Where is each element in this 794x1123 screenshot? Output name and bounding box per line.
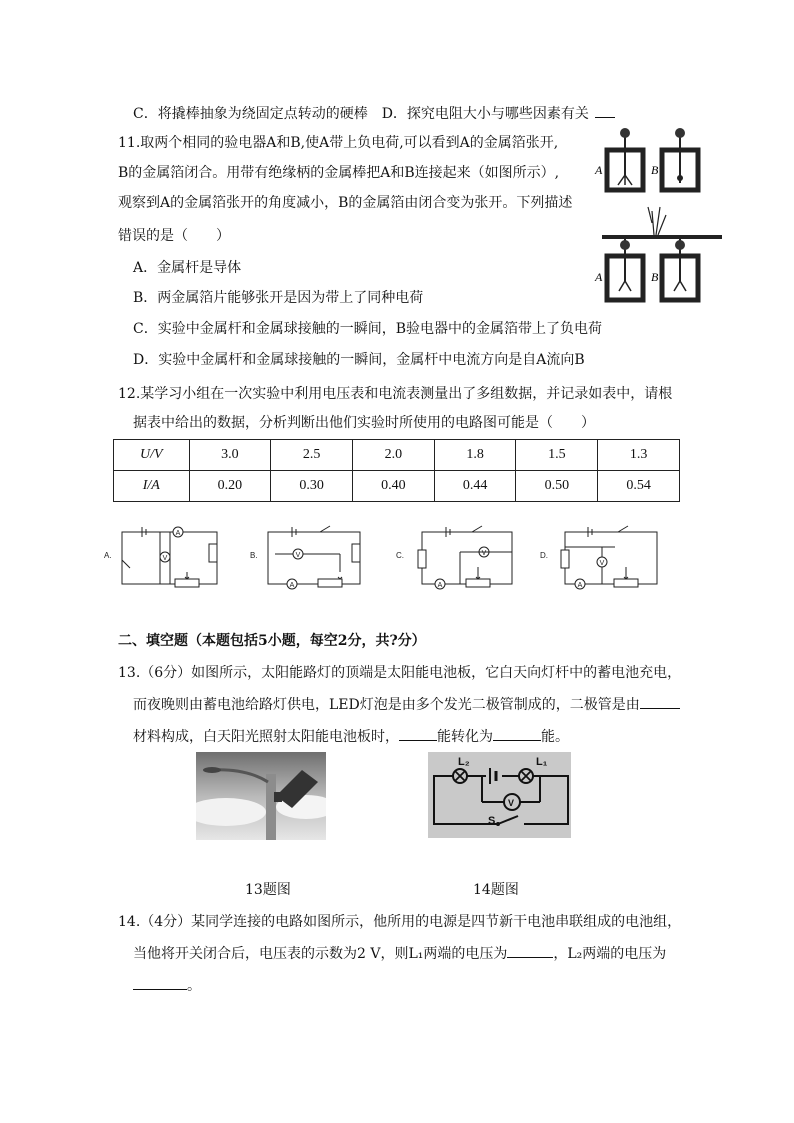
q14-line-1: 14.（4分）某同学连接的电路如图所示，他所用的电源是四节新干电池串联组成的电池组， [118, 914, 682, 930]
table-row [114, 471, 680, 502]
ammeter-label: A [577, 582, 583, 589]
data-table [113, 439, 680, 502]
table-cell: 0.50 [516, 471, 598, 502]
circuit-label-d: D. [540, 551, 548, 560]
table-row-label: I/A [114, 471, 190, 502]
circuit-label-a: A. [104, 551, 112, 560]
figure-14-caption: 14题图 [473, 882, 519, 898]
q11-option-d: D．实验中金属杆和金属球接触的一瞬间，金属杆中电流方向是自A流向B [133, 352, 585, 368]
q11-line-4: 错误的是（ ） [118, 228, 230, 244]
circuit-label-c: C. [396, 551, 404, 560]
lamp-l1-label: L₁ [536, 756, 548, 768]
q13-line-3: 材料构成，白天阳光照射太阳能电池板时， 能转化为 能。 [133, 726, 569, 747]
table-row-label: U/V [114, 440, 190, 471]
q11-line-3: 观察到A的金属箔张开的角度减小，B的金属箔由闭合变为张开。下列描述 [118, 195, 573, 211]
table-cell: 0.44 [434, 471, 516, 502]
solar-street-light-photo [196, 752, 326, 840]
circuit-figure-14 [428, 752, 571, 838]
q11-option-b: B．两金属箔片能够张开是因为带上了同种电荷 [133, 290, 424, 306]
figure-13-caption: 13题图 [245, 882, 291, 898]
voltmeter-label: V [162, 555, 168, 562]
table-cell: 1.5 [516, 440, 598, 471]
switch-label: S [488, 815, 496, 827]
voltmeter-label: V [481, 550, 487, 557]
voltmeter-label: V [508, 798, 515, 808]
voltmeter-label: V [599, 560, 605, 567]
ammeter-label: A [437, 582, 443, 589]
label-b-bottom: B [651, 270, 659, 284]
q13-line-2: 而夜晚则由蓄电池给路灯供电，LED灯泡是由多个发光二极管制成的，二极管是由 [133, 694, 680, 715]
q14-line-2: 当他将开关闭合后，电压表的示数为2 V，则L₁两端的电压为 ，L₂两端的电压为 [133, 943, 666, 964]
q11-option-c: C．实验中金属杆和金属球接触的一瞬间，B验电器中的金属箔带上了负电荷 [133, 321, 602, 337]
table-cell: 0.20 [189, 471, 271, 502]
table-cell: 3.0 [189, 440, 271, 471]
table-row [114, 440, 680, 471]
q11-option-a: A．金属杆是导体 [133, 260, 242, 276]
label-a-top: A [595, 163, 603, 177]
label-a-bottom: A [595, 270, 603, 284]
table-cell: 0.30 [271, 471, 353, 502]
circuit-options [100, 522, 665, 592]
ammeter-label: A [175, 530, 181, 537]
lamp-l2-label: L₂ [458, 756, 470, 768]
section-title: 二、填空题（本题包括5小题，每空2分，共?分） [118, 633, 426, 649]
q12-line-2: 据表中给出的数据，分析判断出他们实验时所使用的电路图可能是（ ） [133, 415, 595, 431]
electroscope-figure [594, 123, 724, 308]
table-cell: 0.40 [353, 471, 435, 502]
circuit-label-b: B. [250, 551, 258, 560]
voltmeter-label: V [295, 552, 301, 559]
ammeter-label: A [289, 582, 295, 589]
table-cell: 1.3 [598, 440, 680, 471]
table-cell: 0.54 [598, 471, 680, 502]
option-c-d-line: C．将撬棒抽象为绕固定点转动的硬棒 D．探究电阻大小与哪些因素有关 [133, 103, 615, 124]
table-cell: 2.5 [271, 440, 353, 471]
q11-line-1: 11.取两个相同的验电器A和B,使A带上负电荷,可以看到A的金属箔张开, [118, 135, 559, 151]
q12-line-1: 12.某学习小组在一次实验中利用电压表和电流表测量出了多组数据，并记录如表中，请根 [118, 386, 673, 402]
table-cell: 1.8 [434, 440, 516, 471]
q14-line-3: 。 [133, 975, 201, 996]
q13-line-1: 13.（6分）如图所示，太阳能路灯的顶端是太阳能电池板，它白天向灯杆中的蓄电池充电， [118, 665, 682, 681]
label-b-top: B [651, 163, 659, 177]
q11-line-2: B的金属箔闭合。用带有绝缘柄的金属棒把A和B连接起来（如图所示）, [118, 165, 560, 181]
table-cell: 2.0 [353, 440, 435, 471]
